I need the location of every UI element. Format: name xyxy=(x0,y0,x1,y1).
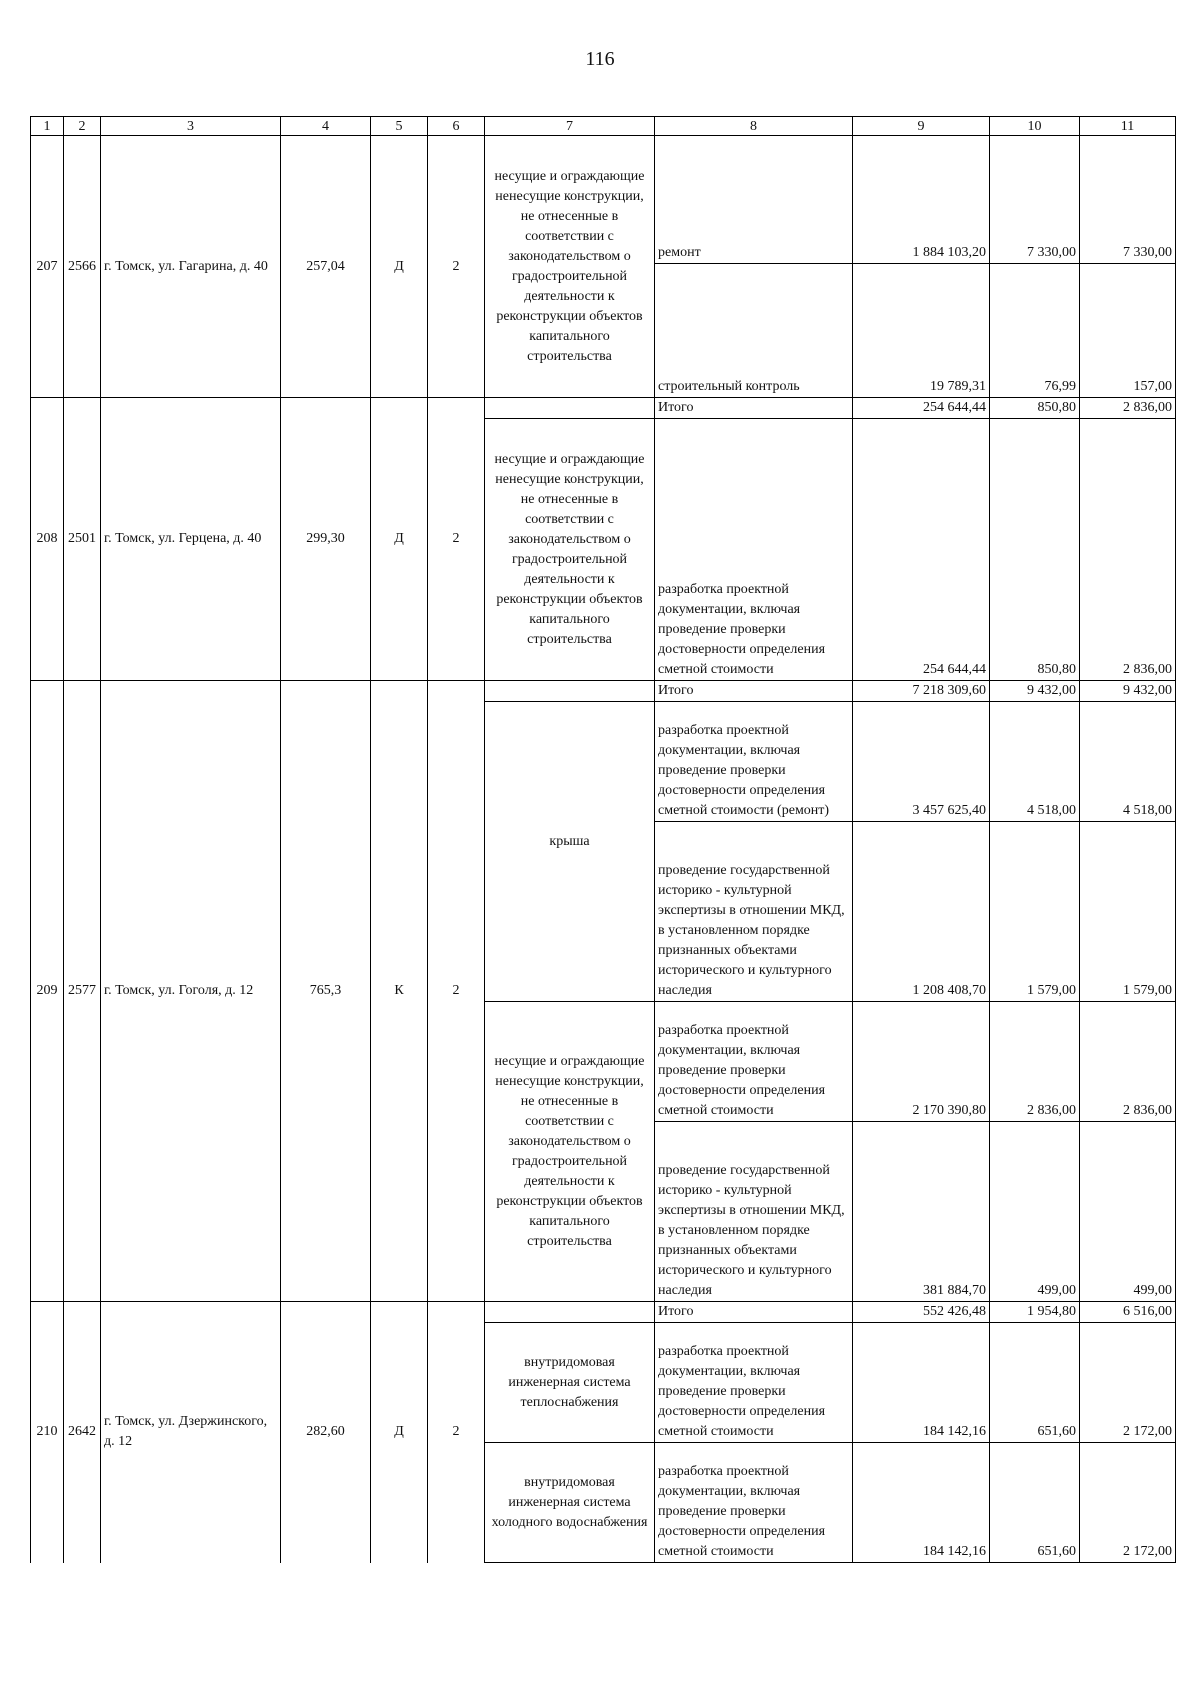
empty-cell xyxy=(485,398,655,419)
total-unit-cost: 850,80 xyxy=(990,398,1080,419)
limit-cost: 2 836,00 xyxy=(1080,1002,1176,1122)
area: 765,3 xyxy=(281,681,371,1302)
column-header: 9 xyxy=(853,117,990,136)
empty-cell xyxy=(485,1302,655,1323)
area: 257,04 xyxy=(281,136,371,398)
status: К xyxy=(371,681,428,1302)
total-unit-cost: 1 954,80 xyxy=(990,1302,1080,1323)
unit-cost: 651,60 xyxy=(990,1323,1080,1443)
element-name: внутридомовая инженерная система теплоснабжения xyxy=(485,1323,655,1443)
work-description: строительный контроль xyxy=(655,264,853,398)
unit-cost: 76,99 xyxy=(990,264,1080,398)
row-number: 210 xyxy=(31,1302,64,1563)
total-limit-cost: 6 516,00 xyxy=(1080,1302,1176,1323)
total-limit-cost: 2 836,00 xyxy=(1080,398,1176,419)
col6-value: 2 xyxy=(428,136,485,398)
cost: 19 789,31 xyxy=(853,264,990,398)
unit-cost: 1 579,00 xyxy=(990,822,1080,1002)
work-description: разработка проектной документации, включая проведение проверки достоверности определения сметной стоимости xyxy=(655,1002,853,1122)
total-cost: 254 644,44 xyxy=(853,398,990,419)
total-row xyxy=(31,1302,1176,1323)
limit-cost: 2 836,00 xyxy=(1080,419,1176,681)
total-row xyxy=(31,681,1176,702)
column-header: 7 xyxy=(485,117,655,136)
cost: 381 884,70 xyxy=(853,1122,990,1302)
empty-cell xyxy=(485,681,655,702)
limit-cost: 1 579,00 xyxy=(1080,822,1176,1002)
limit-cost: 499,00 xyxy=(1080,1122,1176,1302)
table-row xyxy=(31,136,1176,264)
total-label: Итого xyxy=(655,1302,853,1323)
total-row xyxy=(31,398,1176,419)
element-name: несущие и ограждающие ненесущие конструкции, не отнесенные в соответствии с законодательством о градостроительной деятельности к реконструкции объектов капитального строительства xyxy=(485,136,655,398)
row-number: 208 xyxy=(31,398,64,681)
column-header: 5 xyxy=(371,117,428,136)
unit-cost: 4 518,00 xyxy=(990,702,1080,822)
column-header: 4 xyxy=(281,117,371,136)
unit-cost: 2 836,00 xyxy=(990,1002,1080,1122)
row-number: 207 xyxy=(31,136,64,398)
address: г. Томск, ул. Герцена, д. 40 xyxy=(101,398,281,681)
house-code: 2577 xyxy=(64,681,101,1302)
col6-value: 2 xyxy=(428,398,485,681)
total-limit-cost: 9 432,00 xyxy=(1080,681,1176,702)
house-code: 2566 xyxy=(64,136,101,398)
cost: 184 142,16 xyxy=(853,1323,990,1443)
total-unit-cost: 9 432,00 xyxy=(990,681,1080,702)
status: Д xyxy=(371,136,428,398)
cost: 1 208 408,70 xyxy=(853,822,990,1002)
address: г. Томск, ул. Гоголя, д. 12 xyxy=(101,681,281,1302)
area: 282,60 xyxy=(281,1302,371,1563)
work-description: ремонт xyxy=(655,136,853,264)
limit-cost: 2 172,00 xyxy=(1080,1443,1176,1563)
status: Д xyxy=(371,1302,428,1563)
limit-cost: 4 518,00 xyxy=(1080,702,1176,822)
unit-cost: 651,60 xyxy=(990,1443,1080,1563)
work-description: разработка проектной документации, включая проведение проверки достоверности определения сметной стоимости xyxy=(655,1323,853,1443)
limit-cost: 2 172,00 xyxy=(1080,1323,1176,1443)
work-description: разработка проектной документации, включая проведение проверки достоверности определения сметной стоимости (ремонт) xyxy=(655,702,853,822)
work-description: проведение государственной историко - культурной экспертизы в отношении МКД, в установленном порядке признанных объектами исторического и культурного наследия xyxy=(655,822,853,1002)
cost: 254 644,44 xyxy=(853,419,990,681)
column-header: 6 xyxy=(428,117,485,136)
column-header: 3 xyxy=(101,117,281,136)
unit-cost: 7 330,00 xyxy=(990,136,1080,264)
status: Д xyxy=(371,398,428,681)
work-description: разработка проектной документации, включая проведение проверки достоверности определения сметной стоимости xyxy=(655,1443,853,1563)
area: 299,30 xyxy=(281,398,371,681)
cost: 1 884 103,20 xyxy=(853,136,990,264)
total-cost: 552 426,48 xyxy=(853,1302,990,1323)
address: г. Томск, ул. Гагарина, д. 40 xyxy=(101,136,281,398)
cost: 3 457 625,40 xyxy=(853,702,990,822)
row-number: 209 xyxy=(31,681,64,1302)
column-header: 1 xyxy=(31,117,64,136)
unit-cost: 850,80 xyxy=(990,419,1080,681)
house-code: 2642 xyxy=(64,1302,101,1563)
element-name: внутридомовая инженерная система холодного водоснабжения xyxy=(485,1443,655,1563)
col6-value: 2 xyxy=(428,681,485,1302)
total-label: Итого xyxy=(655,681,853,702)
total-label: Итого xyxy=(655,398,853,419)
column-header: 8 xyxy=(655,117,853,136)
element-name: несущие и ограждающие ненесущие конструкции, не отнесенные в соответствии с законодательством о градостроительной деятельности к реконструкции объектов капитального строительства xyxy=(485,1002,655,1302)
column-header: 2 xyxy=(64,117,101,136)
work-description: разработка проектной документации, включая проведение проверки достоверности определения сметной стоимости xyxy=(655,419,853,681)
total-cost: 7 218 309,60 xyxy=(853,681,990,702)
house-code: 2501 xyxy=(64,398,101,681)
col6-value: 2 xyxy=(428,1302,485,1563)
column-header: 10 xyxy=(990,117,1080,136)
element-name: крыша xyxy=(485,702,655,1002)
capital-repair-table xyxy=(30,116,1176,1563)
limit-cost: 157,00 xyxy=(1080,264,1176,398)
cost: 184 142,16 xyxy=(853,1443,990,1563)
work-description: проведение государственной историко - культурной экспертизы в отношении МКД, в установленном порядке признанных объектами исторического и культурного наследия xyxy=(655,1122,853,1302)
cost: 2 170 390,80 xyxy=(853,1002,990,1122)
limit-cost: 7 330,00 xyxy=(1080,136,1176,264)
table-header-row xyxy=(31,117,1176,136)
address: г. Томск, ул. Дзержинского, д. 12 xyxy=(101,1302,281,1563)
element-name: несущие и ограждающие ненесущие конструкции, не отнесенные в соответствии с законодательством о градостроительной деятельности к реконструкции объектов капитального строительства xyxy=(485,419,655,681)
unit-cost: 499,00 xyxy=(990,1122,1080,1302)
column-header: 11 xyxy=(1080,117,1176,136)
page-number: 116 xyxy=(585,48,615,70)
